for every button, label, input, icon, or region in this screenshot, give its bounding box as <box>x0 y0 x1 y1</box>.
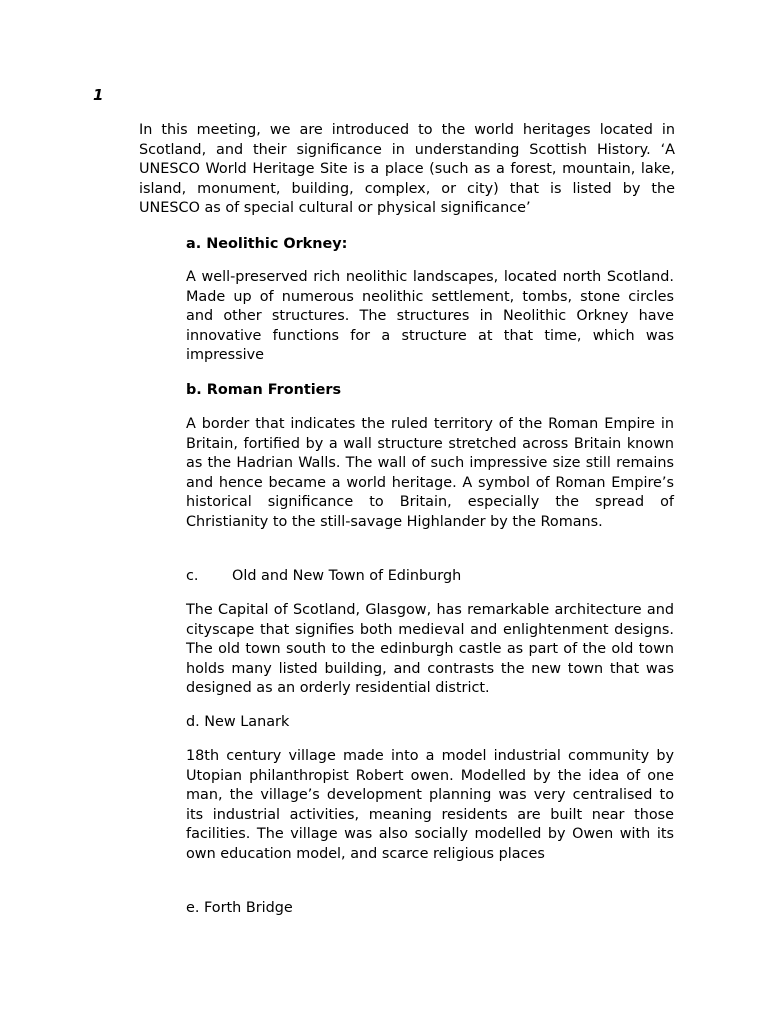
section-new-lanark <box>186 713 674 733</box>
section-body-neolithic-orkney: A well-preserved rich neolithic landscapes, located north Scotland. Made up of numerous neolithic settlement, tombs, stone circles and other structures. The structures in Neolithic Orkney have innovative functions for a structure at that time, which was impressive <box>186 269 674 364</box>
section-heading <box>186 235 674 255</box>
section-marker: b. <box>186 382 202 398</box>
section-heading <box>186 381 674 401</box>
page-number: 1 <box>93 86 104 104</box>
section-title: Neolithic Orkney: <box>206 236 348 252</box>
section-heading <box>186 567 674 587</box>
section-heading <box>186 713 674 733</box>
section-neolithic-orkney <box>186 235 674 255</box>
section-title: New Lanark <box>204 714 290 730</box>
section-body-edinburgh: The Capital of Scotland, Glasgow, has remarkable architecture and cityscape that signifies both medieval and enlightenment designs. The old town south to the edinburgh castle as part of the old town holds many listed building, and contrasts the new town that was designed as an orderly residential district. <box>186 602 674 697</box>
section-edinburgh <box>186 567 674 587</box>
section-roman-frontiers <box>186 381 674 401</box>
section-body-roman-frontiers: A border that indicates the ruled territory of the Roman Empire in Britain, fortified by a wall structure stretched across Britain known as the Hadrian Walls. The wall of such impressive size still remains and hence became a world heritage. A symbol of Roman Empire’s historical significance to Britain, especially the spread of Christianity to the still-savage Highlander by the Romans. <box>186 416 674 530</box>
section-marker: d. <box>186 714 200 730</box>
section-marker: c. <box>186 568 199 584</box>
section-body-new-lanark: 18th century village made into a model industrial community by Utopian philanthropist Robert owen. Modelled by the idea of one man, the village’s development planning was very centralised to its industrial activities, meaning residents are built near those facilities. The village was also socially modelled by Owen with its own education model, and scarce religious places <box>186 748 674 862</box>
section-title: Old and New Town of Edinburgh <box>232 568 462 584</box>
section-marker: a. <box>186 236 202 252</box>
intro-paragraph: In this meeting, we are introduced to the world heritages located in Scotland, and their significance in understanding Scottish History. ‘A UNESCO World Heritage Site is a place (such as a forest, mountain, lake, island, monument, building, complex, or city) that is listed by the UNESCO as of special cultural or physical significance’ <box>139 122 675 217</box>
section-forth-bridge <box>186 899 674 919</box>
section-title: Roman Frontiers <box>206 382 342 398</box>
section-title: Forth Bridge <box>204 900 293 916</box>
section-heading <box>186 899 674 919</box>
section-marker: e. <box>186 900 200 916</box>
